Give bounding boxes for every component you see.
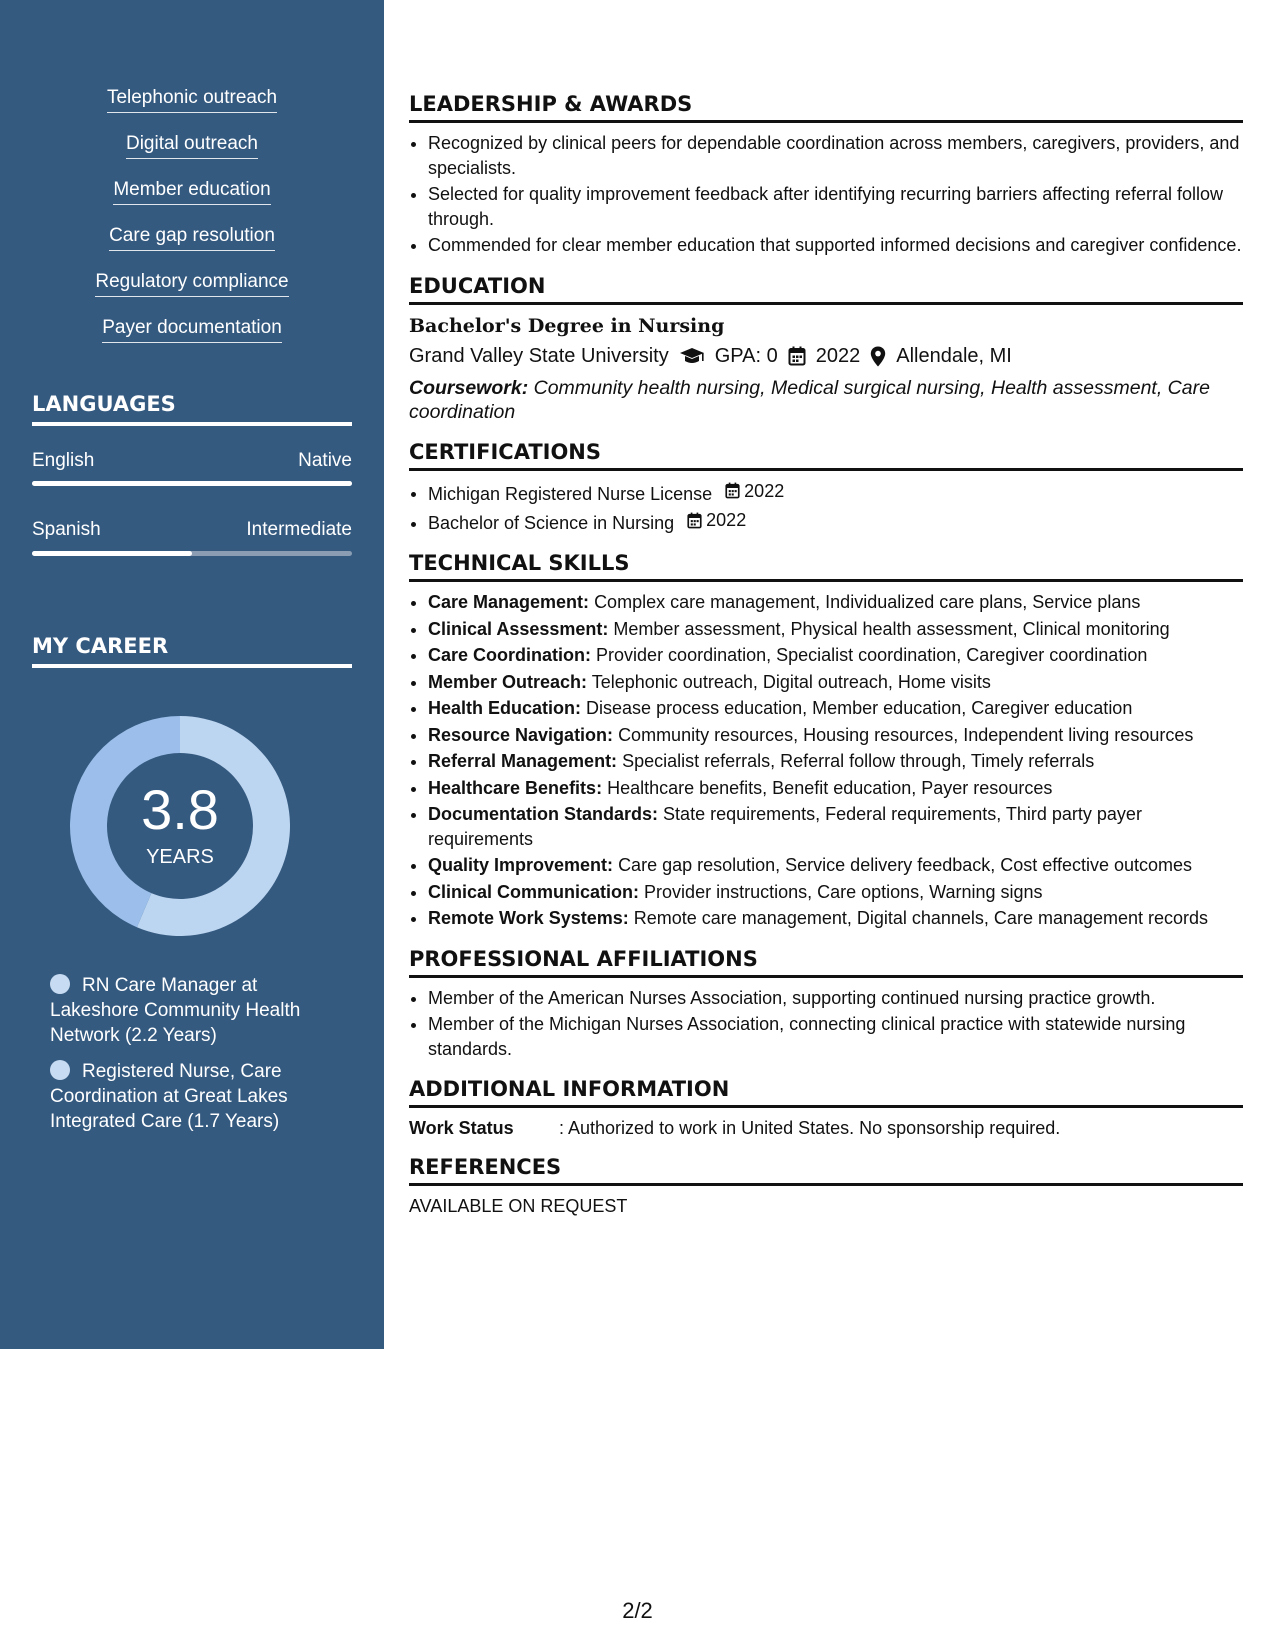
calendar-icon (788, 346, 806, 366)
language-bar-spanish (32, 551, 352, 556)
location-pin-icon (870, 346, 886, 367)
list-item: • Selected for quality improvement feedback after identifying recurring barriers affecting referral follow through. (428, 182, 1243, 231)
skill-tag: Care gap resolution (109, 224, 275, 251)
skill-values: Provider instructions, Care options, Warning signs (644, 881, 1043, 902)
list-item (428, 479, 1243, 506)
certification-year: 2022 (706, 509, 747, 530)
career-item (50, 1059, 310, 1134)
certifications-list (409, 479, 1243, 536)
career-item-text: Registered Nurse, Care Coordination at Great Lakes Integrated Care (1.7 Years) (50, 1061, 288, 1132)
skill-category: Quality Improvement: (428, 855, 614, 875)
list-item: • Member of the Michigan Nurses Association, connecting clinical practice with statewide nursing standards. (428, 1012, 1243, 1061)
list-item (428, 776, 1243, 801)
list-item (428, 880, 1243, 905)
skill-tag: Regulatory compliance (95, 270, 288, 297)
language-bar-fill (32, 481, 352, 486)
skill-values: Healthcare benefits, Benefit education, Payer resources (607, 777, 1053, 798)
list-item (428, 749, 1243, 774)
list-item: • Member of the American Nurses Association, supporting continued nursing practice growth. (428, 986, 1243, 1011)
references-text: AVAILABLE ON REQUEST (409, 1196, 628, 1216)
section-title: EDUCATION (409, 274, 1243, 305)
section-title: LEADERSHIP & AWARDS (409, 92, 1243, 123)
skill-category: Resource Navigation: (428, 724, 614, 745)
skill-values: Remote care management, Digital channels, Care management records (633, 908, 1209, 928)
skill-category: Remote Work Systems: (428, 908, 629, 928)
skill-category: Clinical Assessment: (428, 618, 609, 639)
language-name: English (32, 450, 95, 471)
section-title: TECHNICAL SKILLS (409, 551, 1243, 582)
certification-name: Michigan Registered Nurse License (428, 483, 713, 504)
career-years-unit: YEARS (146, 846, 214, 868)
skill-category: Care Coordination: (428, 645, 592, 665)
references-section (409, 1155, 1243, 1217)
language-level: Intermediate (246, 519, 352, 540)
skill-values: Disease process education, Member education, Caregiver education (586, 698, 1133, 718)
school-name: Grand Valley State University (409, 344, 669, 367)
skills-list (0, 86, 384, 362)
affiliations-section (409, 947, 1243, 1062)
affiliations-list (409, 986, 1243, 1062)
language-row-english (32, 450, 352, 472)
page-number: 2/2 (622, 1598, 653, 1623)
coursework-label: Coursework: (409, 376, 529, 399)
skill-category: Health Education: (428, 698, 582, 718)
section-title: REFERENCES (409, 1155, 1243, 1186)
list-item (428, 590, 1243, 615)
section-title: ADDITIONAL INFORMATION (409, 1077, 1243, 1108)
technical-skills-list (409, 590, 1243, 931)
section-title: PROFESSIONAL AFFILIATIONS (409, 947, 1243, 978)
section-title: CERTIFICATIONS (409, 440, 1243, 471)
language-name: Spanish (32, 519, 101, 540)
school-location: Allendale, MI (896, 344, 1012, 367)
graduation-cap-icon (679, 346, 705, 366)
skill-tag: Payer documentation (102, 316, 282, 343)
list-item: • Recognized by clinical peers for dependable coordination across members, caregivers, providers, and specialists. (428, 131, 1243, 180)
graduation-year: 2022 (815, 344, 861, 367)
leadership-section (409, 92, 1243, 258)
certification-date (687, 508, 746, 533)
list-item (428, 670, 1243, 695)
career-years-value: 3.8 (141, 778, 219, 841)
skill-category: Healthcare Benefits: (428, 777, 603, 798)
degree-title: Bachelor's Degree in Nursing (409, 314, 725, 337)
list-item (428, 723, 1243, 748)
skill-values: Member assessment, Physical health assessment, Clinical monitoring (613, 618, 1170, 639)
work-status-label: Work Status (409, 1118, 514, 1138)
skill-category: Clinical Communication: (428, 881, 640, 902)
skill-category: Member Outreach: (428, 671, 588, 692)
skill-values: Telephonic outreach, Digital outreach, Home visits (591, 671, 991, 692)
work-status-row (409, 1118, 1243, 1139)
skill-values: Provider coordination, Specialist coordination, Caregiver coordination (596, 645, 1148, 665)
skill-tag: Digital outreach (126, 132, 258, 159)
skill-values: Complex care management, Individualized care plans, Service plans (594, 592, 1141, 612)
list-item (428, 802, 1243, 851)
list-item: • Commended for clear member education that supported informed decisions and caregiver confidence. (428, 233, 1243, 258)
skill-values: Community resources, Housing resources, Independent living resources (618, 724, 1194, 745)
career-item (50, 973, 310, 1048)
list-item (428, 508, 1243, 535)
skill-values: Care gap resolution, Service delivery feedback, Cost effective outcomes (618, 855, 1193, 875)
skill-category: Referral Management: (428, 751, 618, 771)
career-dot-icon (50, 974, 70, 994)
list-item (428, 696, 1243, 721)
skill-values: Specialist referrals, Referral follow through, Timely referrals (622, 751, 1095, 771)
calendar-icon (725, 482, 740, 499)
language-bar-english (32, 481, 352, 486)
list-item (428, 906, 1243, 931)
certification-year: 2022 (744, 480, 785, 501)
career-dot-icon (50, 1060, 70, 1080)
coursework-text: Community health nursing, Medical surgical nursing, Health assessment, Care coordination (409, 376, 1210, 423)
list-item (428, 643, 1243, 668)
certification-name: Bachelor of Science in Nursing (428, 512, 675, 533)
languages-heading: LANGUAGES (32, 392, 352, 426)
leadership-list (409, 131, 1243, 258)
technical-skills-section (409, 551, 1243, 931)
skill-tag: Telephonic outreach (107, 86, 277, 113)
gpa: GPA: 0 (714, 344, 778, 367)
language-level: Native (298, 450, 352, 471)
career-item-text: RN Care Manager at Lakeshore Community Health Network (2.2 Years) (50, 975, 301, 1046)
language-bar-fill (32, 551, 192, 556)
additional-info-section (409, 1077, 1243, 1139)
list-item (428, 853, 1243, 878)
skill-values: State requirements, Federal requirements, Third party payer requirements (428, 804, 1142, 849)
list-item (428, 617, 1243, 642)
calendar-icon (687, 512, 702, 529)
certification-date (725, 479, 784, 504)
career-heading: MY CAREER (32, 634, 352, 668)
skill-tag: Member education (113, 178, 270, 205)
work-status-value: : Authorized to work in United States. No sponsorship required. (559, 1118, 1061, 1138)
main-content (409, 92, 1243, 1233)
language-row-spanish (32, 519, 352, 541)
coursework (409, 376, 1243, 424)
certifications-section (409, 440, 1243, 536)
education-details (409, 345, 1243, 368)
skill-category: Documentation Standards: (428, 804, 659, 824)
sidebar (0, 0, 384, 1349)
skill-category: Care Management: (428, 592, 590, 612)
education-section (409, 274, 1243, 424)
